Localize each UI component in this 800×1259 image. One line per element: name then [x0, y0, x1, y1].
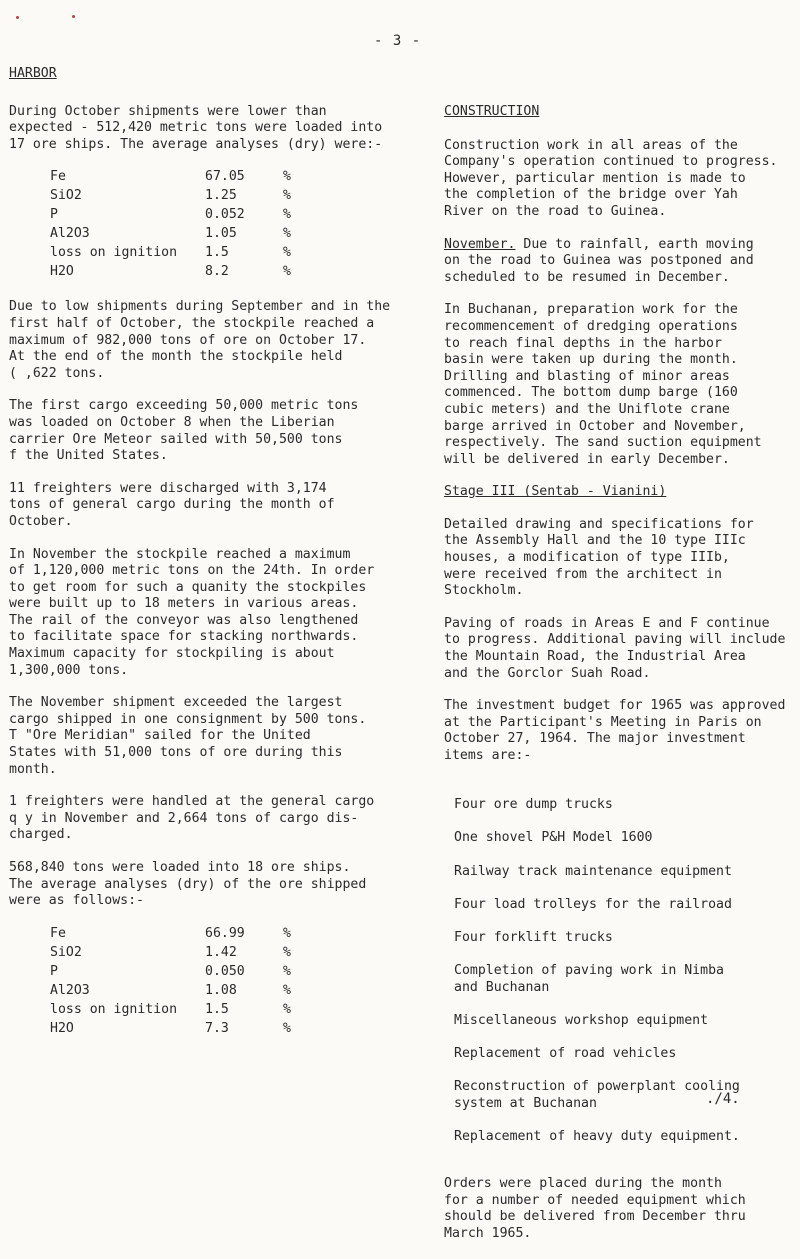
- list-item: Four ore dump trucks: [454, 797, 613, 813]
- construction-paragraph: [444, 237, 794, 287]
- analysis-value: 7.3: [205, 1020, 229, 1036]
- analysis-unit: %: [283, 1020, 291, 1036]
- analysis-component: P: [50, 963, 58, 979]
- red-dot-mark: [16, 16, 19, 19]
- analysis-component: loss on ignition: [50, 245, 178, 261]
- table-row: [50, 226, 323, 245]
- table-row: [50, 245, 323, 264]
- analysis-unit: %: [283, 245, 291, 261]
- harbor-paragraph: 568,840 tons were loaded into 18 ore ships. The average analyses (dry) of the ore shipped were as follows:-: [9, 860, 367, 909]
- table-row: [50, 983, 323, 1002]
- construction-column: [444, 104, 794, 1259]
- analysis-value: 1.08: [205, 982, 237, 998]
- analysis-value: 1.05: [205, 226, 237, 242]
- table-row: [50, 207, 323, 226]
- table-row: [50, 1021, 323, 1040]
- harbor-paragraph: Due to low shipments during September and in the first half of October, the stockpile reached a maximum of 982,000 tons of ore on October 17. At the end of the month the stockpile held ( ,622 tons.: [9, 299, 391, 381]
- analysis-unit: %: [283, 944, 291, 960]
- list-item: Railway track maintenance equipment: [454, 863, 732, 879]
- harbor-paragraph: The first cargo exceeding 50,000 metric tons was loaded on October 8 when the Liberian carrier Ore Meteor sailed with 50,500 tons f the United States.: [9, 398, 359, 464]
- analysis-table-november: [50, 926, 323, 1040]
- analysis-component: Al2O3: [50, 226, 90, 242]
- list-item: Replacement of road vehicles: [454, 1046, 677, 1062]
- analysis-component: Al2O3: [50, 982, 90, 998]
- analysis-component: loss on ignition: [50, 1001, 178, 1017]
- analysis-value: 1.5: [205, 1001, 229, 1017]
- construction-paragraph: Paving of roads in Areas E and F continue to progress. Additional paving will include the Mountain Road, the Industrial Area and the Gorclor Suah Road.: [444, 615, 786, 681]
- table-row: [50, 1002, 323, 1021]
- list-item: Four forklift trucks: [454, 929, 613, 945]
- analysis-value: 0.050: [205, 963, 245, 979]
- table-row: [50, 926, 323, 945]
- investment-items-list: [454, 781, 794, 1163]
- construction-paragraph: In Buchanan, preparation work for the recommencement of dredging operations to reach final depths in the harbor basin were taken up during the month. Drilling and blasting of minor areas commenced. The bottom dump barge (160 cubic meters) and the Uniflote crane barge arrived in October and November, respectively. The sand suction equipment will be delivered in early December.: [444, 302, 762, 467]
- analysis-value: 1.42: [205, 944, 237, 960]
- november-text: Due to rainfall, earth moving on the road to Guinea was postponed and scheduled to be resumed in December.: [444, 236, 754, 285]
- stage-heading: Stage III (Sentab - Vianini): [444, 484, 667, 500]
- analysis-value: 66.99: [205, 925, 245, 941]
- table-row: [50, 169, 323, 188]
- page-number: - 3 -: [374, 33, 422, 49]
- analysis-unit: %: [283, 207, 291, 223]
- analysis-unit: %: [283, 188, 291, 204]
- analysis-component: SiO2: [50, 188, 82, 204]
- analysis-value: 67.05: [205, 169, 245, 185]
- analysis-value: 8.2: [205, 264, 229, 280]
- november-label: November.: [444, 236, 516, 252]
- continued-marker: ./4.: [706, 1091, 740, 1107]
- harbor-heading: HARBOR: [9, 66, 57, 81]
- analysis-value: 1.5: [205, 245, 229, 261]
- analysis-component: Fe: [50, 169, 66, 185]
- analysis-unit: %: [283, 982, 291, 998]
- analysis-component: SiO2: [50, 944, 82, 960]
- construction-paragraph: The investment budget for 1965 was approved at the Participant's Meeting in Paris on October 27, 1964. The major investment items are:-: [444, 698, 786, 763]
- analysis-component: H2O: [50, 1020, 74, 1036]
- analysis-component: H2O: [50, 264, 74, 280]
- analysis-unit: %: [283, 169, 291, 185]
- analysis-unit: %: [283, 963, 291, 979]
- table-row: [50, 264, 323, 283]
- construction-paragraph: Detailed drawing and specifications for the Assembly Hall and the 10 type IIIc houses, a modification of type IIIb, were received from the architect in Stockholm.: [444, 516, 754, 599]
- table-row: [50, 945, 323, 964]
- list-item: One shovel P&H Model 1600: [454, 830, 653, 846]
- harbor-paragraph: During October shipments were lower than expected - 512,420 metric tons were loaded into 17 ore ships. The average analyses (dry) were:-: [9, 103, 383, 152]
- construction-heading: CONSTRUCTION: [444, 104, 540, 119]
- harbor-paragraph: The November shipment exceeded the largest cargo shipped in one consignment by 500 tons. T "Ore Meridian" sailed for the United States with 51,000 tons of ore during this month.: [9, 695, 367, 777]
- red-dot-mark: [72, 15, 75, 18]
- table-row: [50, 964, 323, 983]
- construction-paragraph: Construction work in all areas of the Company's operation continued to progress. However, particular mention is made to the completion of the bridge over Yah River on the road to Guinea.: [444, 137, 778, 219]
- harbor-paragraph: 1 freighters were handled at the general cargo q y in November and 2,664 tons of cargo dis- charged.: [9, 794, 375, 843]
- analysis-unit: %: [283, 925, 291, 941]
- analysis-component: Fe: [50, 925, 66, 941]
- list-item: Completion of paving work in Nimba and Buchanan: [454, 963, 724, 995]
- list-item: Four load trolleys for the railroad: [454, 896, 732, 912]
- construction-paragraph: Orders were placed during the month for a number of needed equipment which should be delivered from December thru March 1965.: [444, 1176, 746, 1242]
- analysis-unit: %: [283, 1001, 291, 1017]
- analysis-value: 1.25: [205, 188, 237, 204]
- analysis-unit: %: [283, 264, 291, 280]
- harbor-paragraph: 11 freighters were discharged with 3,174 tons of general cargo during the month of October.: [9, 480, 335, 529]
- harbor-column: [9, 66, 409, 1056]
- list-item: Replacement of heavy duty equipment.: [454, 1129, 740, 1145]
- analysis-table-october: [50, 169, 323, 283]
- list-item: Reconstruction of powerplant cooling system at Buchanan: [454, 1079, 740, 1111]
- table-row: [50, 188, 323, 207]
- analysis-component: P: [50, 207, 58, 223]
- list-item: Miscellaneous workshop equipment: [454, 1012, 709, 1028]
- analysis-value: 0.052: [205, 207, 245, 223]
- analysis-unit: %: [283, 226, 291, 242]
- harbor-paragraph: In November the stockpile reached a maximum of 1,120,000 metric tons on the 24th. In order to get room for such a quanity the stockpiles were built up to 18 meters in various areas. The rail of the conveyor was also lengthened to facilitate space for stacking northwards. Maximum capacity for stockpiling is about 1,300,000 tons.: [9, 546, 375, 678]
